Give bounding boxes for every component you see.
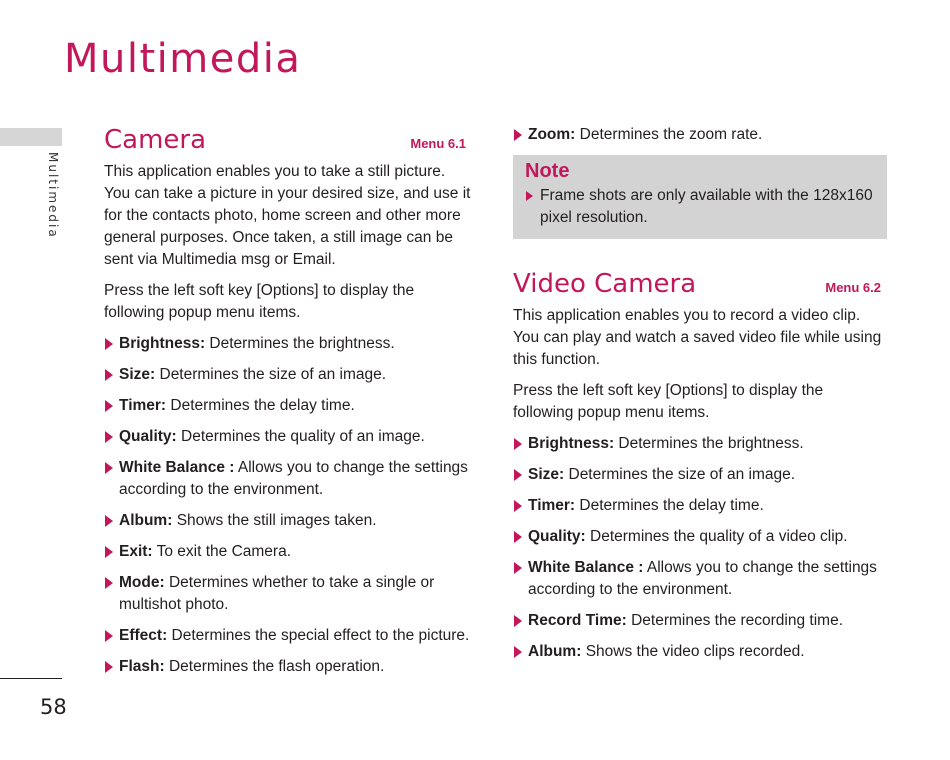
arrow-bullet-icon — [105, 577, 113, 589]
video-camera-menu-ref: Menu 6.2 — [825, 280, 881, 295]
item-term: Album: — [528, 643, 582, 660]
list-item — [513, 433, 887, 455]
note-box — [513, 155, 887, 239]
list-item — [513, 495, 887, 517]
camera-title: Camera — [104, 125, 207, 155]
item-description: Determines the zoom rate. — [575, 126, 763, 143]
item-term: White Balance : — [528, 559, 644, 576]
item-description: Determines the size of an image. — [564, 466, 796, 483]
arrow-bullet-icon — [105, 431, 113, 443]
item-term: Zoom: — [528, 126, 576, 143]
arrow-bullet-icon — [514, 500, 522, 512]
item-description: Determines the brightness. — [205, 335, 395, 352]
camera-heading — [104, 125, 472, 155]
list-item — [104, 510, 472, 532]
camera-menu-list-continued — [513, 124, 887, 146]
arrow-bullet-icon — [105, 338, 113, 350]
arrow-bullet-icon — [105, 400, 113, 412]
item-description: Determines the special effect to the picture. — [167, 627, 470, 644]
item-term: Brightness: — [119, 335, 206, 352]
note-text: Frame shots are only available with the 128x160 pixel resolution. — [540, 187, 873, 226]
list-item — [104, 541, 472, 563]
arrow-bullet-icon — [105, 546, 113, 558]
list-item — [104, 426, 472, 448]
arrow-bullet-icon — [526, 191, 533, 201]
item-description: Allows you to change the settings according to the environment. — [119, 459, 468, 498]
list-item — [513, 641, 887, 663]
item-description: Determines the quality of a video clip. — [585, 528, 848, 545]
item-term: White Balance : — [119, 459, 235, 476]
item-term: Brightness: — [528, 435, 615, 452]
list-item — [513, 610, 887, 632]
page-number: 58 — [40, 695, 67, 719]
item-description: To exit the Camera. — [152, 543, 292, 560]
list-item — [104, 625, 472, 647]
video-camera-menu-list — [513, 433, 887, 663]
arrow-bullet-icon — [105, 661, 113, 673]
item-term: Record Time: — [528, 612, 627, 629]
item-term: Timer: — [119, 397, 167, 414]
note-list — [525, 185, 875, 229]
item-description: Determines the delay time. — [575, 497, 764, 514]
video-camera-options-intro: Press the left soft key [Options] to display the following popup menu items. — [513, 382, 824, 421]
arrow-bullet-icon — [514, 531, 522, 543]
arrow-bullet-icon — [514, 615, 522, 627]
list-item — [513, 124, 887, 146]
item-description: Shows the still images taken. — [172, 512, 377, 529]
video-camera-heading — [513, 269, 887, 299]
list-item — [104, 364, 472, 386]
arrow-bullet-icon — [514, 646, 522, 658]
arrow-bullet-icon — [105, 462, 113, 474]
list-item — [104, 457, 472, 501]
side-tab-marker — [0, 128, 62, 146]
item-term: Size: — [528, 466, 565, 483]
arrow-bullet-icon — [514, 562, 522, 574]
note-title: Note — [525, 160, 570, 182]
item-description: Determines the quality of an image. — [176, 428, 425, 445]
list-item — [104, 395, 472, 417]
item-description: Determines the size of an image. — [155, 366, 387, 383]
list-item — [104, 333, 472, 355]
item-description: Determines the brightness. — [614, 435, 804, 452]
right-column — [513, 124, 887, 672]
item-description: Shows the video clips recorded. — [581, 643, 805, 660]
side-section-label: Multimedia — [46, 152, 60, 239]
item-term: Quality: — [528, 528, 586, 545]
video-camera-intro: This application enables you to record a video clip. You can play and watch a saved video file while using this function. — [513, 307, 882, 368]
item-term: Mode: — [119, 574, 165, 591]
list-item — [104, 572, 472, 616]
arrow-bullet-icon — [514, 469, 522, 481]
item-term: Album: — [119, 512, 173, 529]
list-item — [513, 464, 887, 486]
page-title: Multimedia — [64, 36, 302, 82]
camera-intro: This application enables you to take a still picture. You can take a picture in your desired size, and use it for the contacts photo, home screen and other more general purposes. Once taken, a still image can be sent via Multimedia msg or Email. — [104, 163, 471, 268]
item-term: Quality: — [119, 428, 177, 445]
list-item — [104, 656, 472, 678]
item-term: Effect: — [119, 627, 168, 644]
arrow-bullet-icon — [514, 438, 522, 450]
camera-menu-ref: Menu 6.1 — [410, 136, 466, 151]
arrow-bullet-icon — [105, 515, 113, 527]
arrow-bullet-icon — [105, 630, 113, 642]
note-item — [525, 185, 875, 229]
footer-rule — [0, 678, 62, 679]
camera-menu-list — [104, 333, 472, 678]
item-term: Size: — [119, 366, 156, 383]
item-description: Determines the recording time. — [626, 612, 844, 629]
item-term: Flash: — [119, 658, 165, 675]
arrow-bullet-icon — [514, 129, 522, 141]
item-term: Timer: — [528, 497, 576, 514]
list-item — [513, 557, 887, 601]
item-description: Determines the delay time. — [166, 397, 355, 414]
arrow-bullet-icon — [105, 369, 113, 381]
item-description: Determines whether to take a single or multishot photo. — [119, 574, 435, 613]
video-camera-title: Video Camera — [513, 269, 697, 299]
item-description: Allows you to change the settings according to the environment. — [528, 559, 877, 598]
left-column — [104, 125, 472, 687]
item-description: Determines the flash operation. — [164, 658, 385, 675]
camera-options-intro: Press the left soft key [Options] to display the following popup menu items. — [104, 282, 415, 321]
item-term: Exit: — [119, 543, 153, 560]
list-item — [513, 526, 887, 548]
